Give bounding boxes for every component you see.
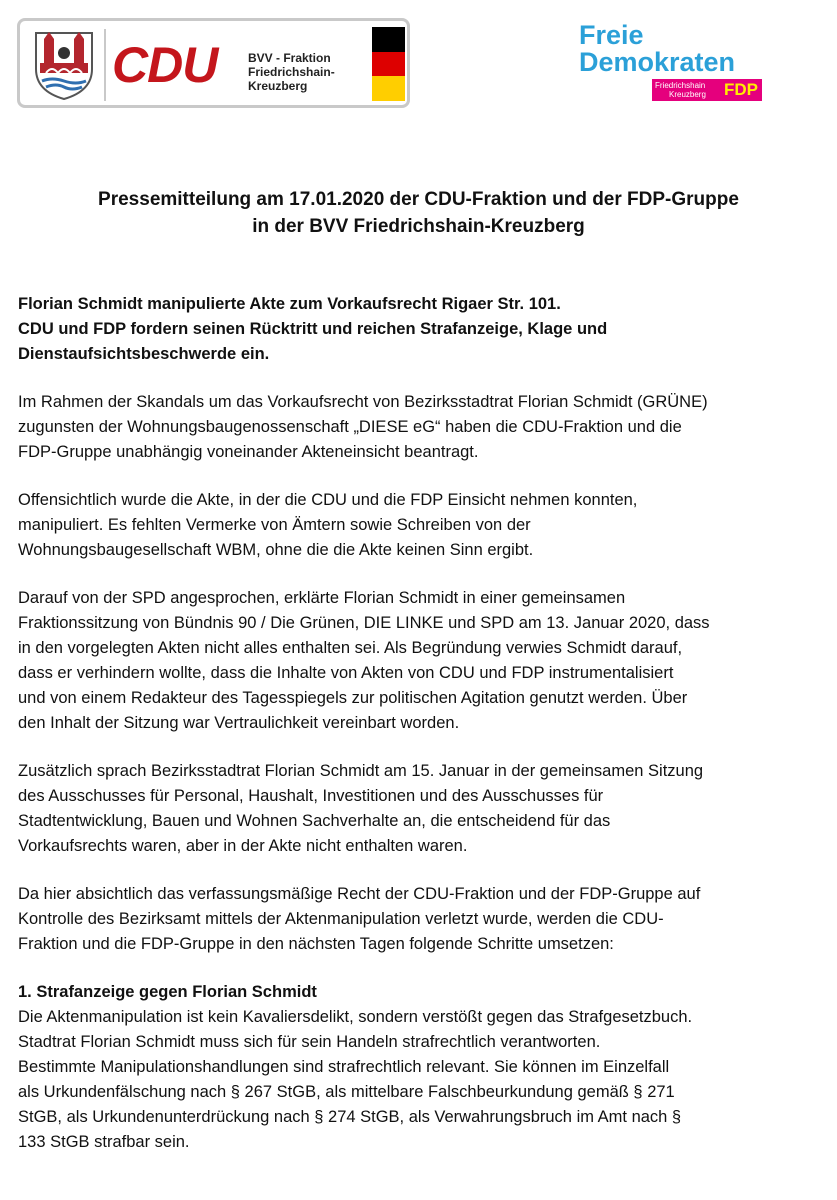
cdu-label-line: Kreuzberg: [248, 79, 308, 93]
fdp-badge: [652, 79, 762, 101]
paragraph-2: [18, 488, 818, 563]
text-line: Die Aktenmanipulation ist kein Kavaliersdelikt, sondern verstößt gegen das Strafgesetzbuch.: [18, 1008, 693, 1026]
text-line: in den vorgelegten Akten nicht alles enthalten sei. Als Begründung verwies Schmidt darauf,: [18, 639, 683, 657]
logo-divider: [104, 29, 106, 101]
paragraph-3: [18, 586, 818, 736]
text-line: Da hier absichtlich das verfassungsmäßige Recht der CDU-Fraktion und der FDP-Gruppe auf: [18, 885, 701, 903]
paragraph-1: [18, 390, 818, 465]
cdu-wordmark: CDU: [112, 37, 218, 93]
fdp-badge-district-line: Kreuzberg: [669, 90, 706, 99]
text-line: Im Rahmen der Skandals um das Vorkaufsrecht von Bezirksstadtrat Florian Schmidt (GRÜNE): [18, 393, 708, 411]
text-line: manipuliert. Es fehlten Vermerke von Ämtern sowie Schreiben von der: [18, 516, 531, 534]
press-release-body: [18, 292, 818, 1155]
cdu-logo: [17, 18, 410, 108]
text-line: Darauf von der SPD angesprochen, erklärte Florian Schmidt in einer gemeinsamen: [18, 589, 626, 607]
lead-line: Dienstaufsichtsbeschwerde ein.: [18, 345, 270, 363]
fdp-badge-district: [655, 81, 706, 99]
section-1-heading: 1. Strafanzeige gegen Florian Schmidt: [18, 983, 317, 1001]
text-line: Fraktion und die FDP-Gruppe in den nächsten Tagen folgende Schritte umsetzen:: [18, 935, 614, 953]
paragraph-4: [18, 759, 818, 859]
cdu-label-line: BVV - Fraktion: [248, 51, 331, 65]
paragraph-5: [18, 882, 818, 957]
text-line: Offensichtlich wurde die Akte, in der die CDU und die FDP Einsicht nehmen konnten,: [18, 491, 638, 509]
text-line: FDP-Gruppe unabhängig voneinander Akteneinsicht beantragt.: [18, 443, 479, 461]
text-line: Vorkaufsrechts waren, aber in der Akte nicht enthalten waren.: [18, 837, 468, 855]
text-line: zugunsten der Wohnungsbaugenossenschaft „DIESE eG“ haben die CDU-Fraktion und die: [18, 418, 682, 436]
section-1-text: [18, 1005, 818, 1155]
german-flag-icon: [372, 27, 405, 101]
title-line: in der BVV Friedrichshain-Kreuzberg: [252, 216, 585, 237]
text-line: Wohnungsbaugesellschaft WBM, ohne die die Akte keinen Sinn ergibt.: [18, 541, 534, 559]
text-line: StGB, als Urkundenunterdrückung nach § 274 StGB, als Verwahrungsbruch im Amt nach §: [18, 1108, 682, 1126]
cdu-fraction-label: [248, 51, 368, 93]
text-line: des Ausschusses für Personal, Haushalt, Investitionen und des Ausschusses für: [18, 787, 604, 805]
text-line: Stadtentwicklung, Bauen und Wohnen Sachverhalte an, die entscheidend für das: [18, 812, 611, 830]
text-line: Bestimmte Manipulationshandlungen sind strafrechtlich relevant. Sie können im Einzelfall: [18, 1058, 670, 1076]
text-line: als Urkundenfälschung nach § 267 StGB, als mittelbare Falschbeurkundung gemäß § 271: [18, 1083, 675, 1101]
cdu-label-line: Friedrichshain-: [248, 65, 335, 79]
text-line: Fraktionssitzung von Bündnis 90 / Die Grünen, DIE LINKE und SPD am 13. Januar 2020, dass: [18, 614, 710, 632]
text-line: Kontrolle des Bezirksamt mittels der Aktenmanipulation verletzt wurde, werden die CDU-: [18, 910, 664, 928]
lead-paragraph: [18, 292, 818, 367]
lead-line: Florian Schmidt manipulierte Akte zum Vorkaufsrecht Rigaer Str. 101.: [18, 295, 561, 313]
text-line: dass er verhindern wollte, dass die Inhalte von Akten von CDU und FDP instrumentalisiert: [18, 664, 674, 682]
text-line: 133 StGB strafbar sein.: [18, 1133, 190, 1151]
fdp-line-1: Freie: [579, 20, 644, 50]
fdp-badge-name: FDP: [724, 80, 758, 99]
page-title: [0, 186, 837, 240]
title-line: Pressemitteilung am 17.01.2020 der CDU-Fraktion und der FDP-Gruppe: [98, 189, 739, 210]
lead-line: CDU und FDP fordern seinen Rücktritt und reichen Strafanzeige, Klage und: [18, 320, 608, 338]
text-line: Zusätzlich sprach Bezirksstadtrat Florian Schmidt am 15. Januar in der gemeinsamen Sitzung: [18, 762, 704, 780]
fdp-line-2: Demokraten: [579, 47, 736, 77]
text-line: den Inhalt der Sitzung war Vertraulichkeit vereinbart worden.: [18, 714, 460, 732]
berlin-bridge-crest-icon: [32, 29, 96, 101]
text-line: Stadtrat Florian Schmidt muss sich für sein Handeln strafrechtlich verantworten.: [18, 1033, 601, 1051]
text-line: und von einem Redakteur des Tagesspiegels zur politischen Agitation genutzt werden. Über: [18, 689, 688, 707]
fdp-logo: [579, 22, 769, 104]
fdp-badge-district-line: Friedrichshain: [655, 81, 706, 90]
